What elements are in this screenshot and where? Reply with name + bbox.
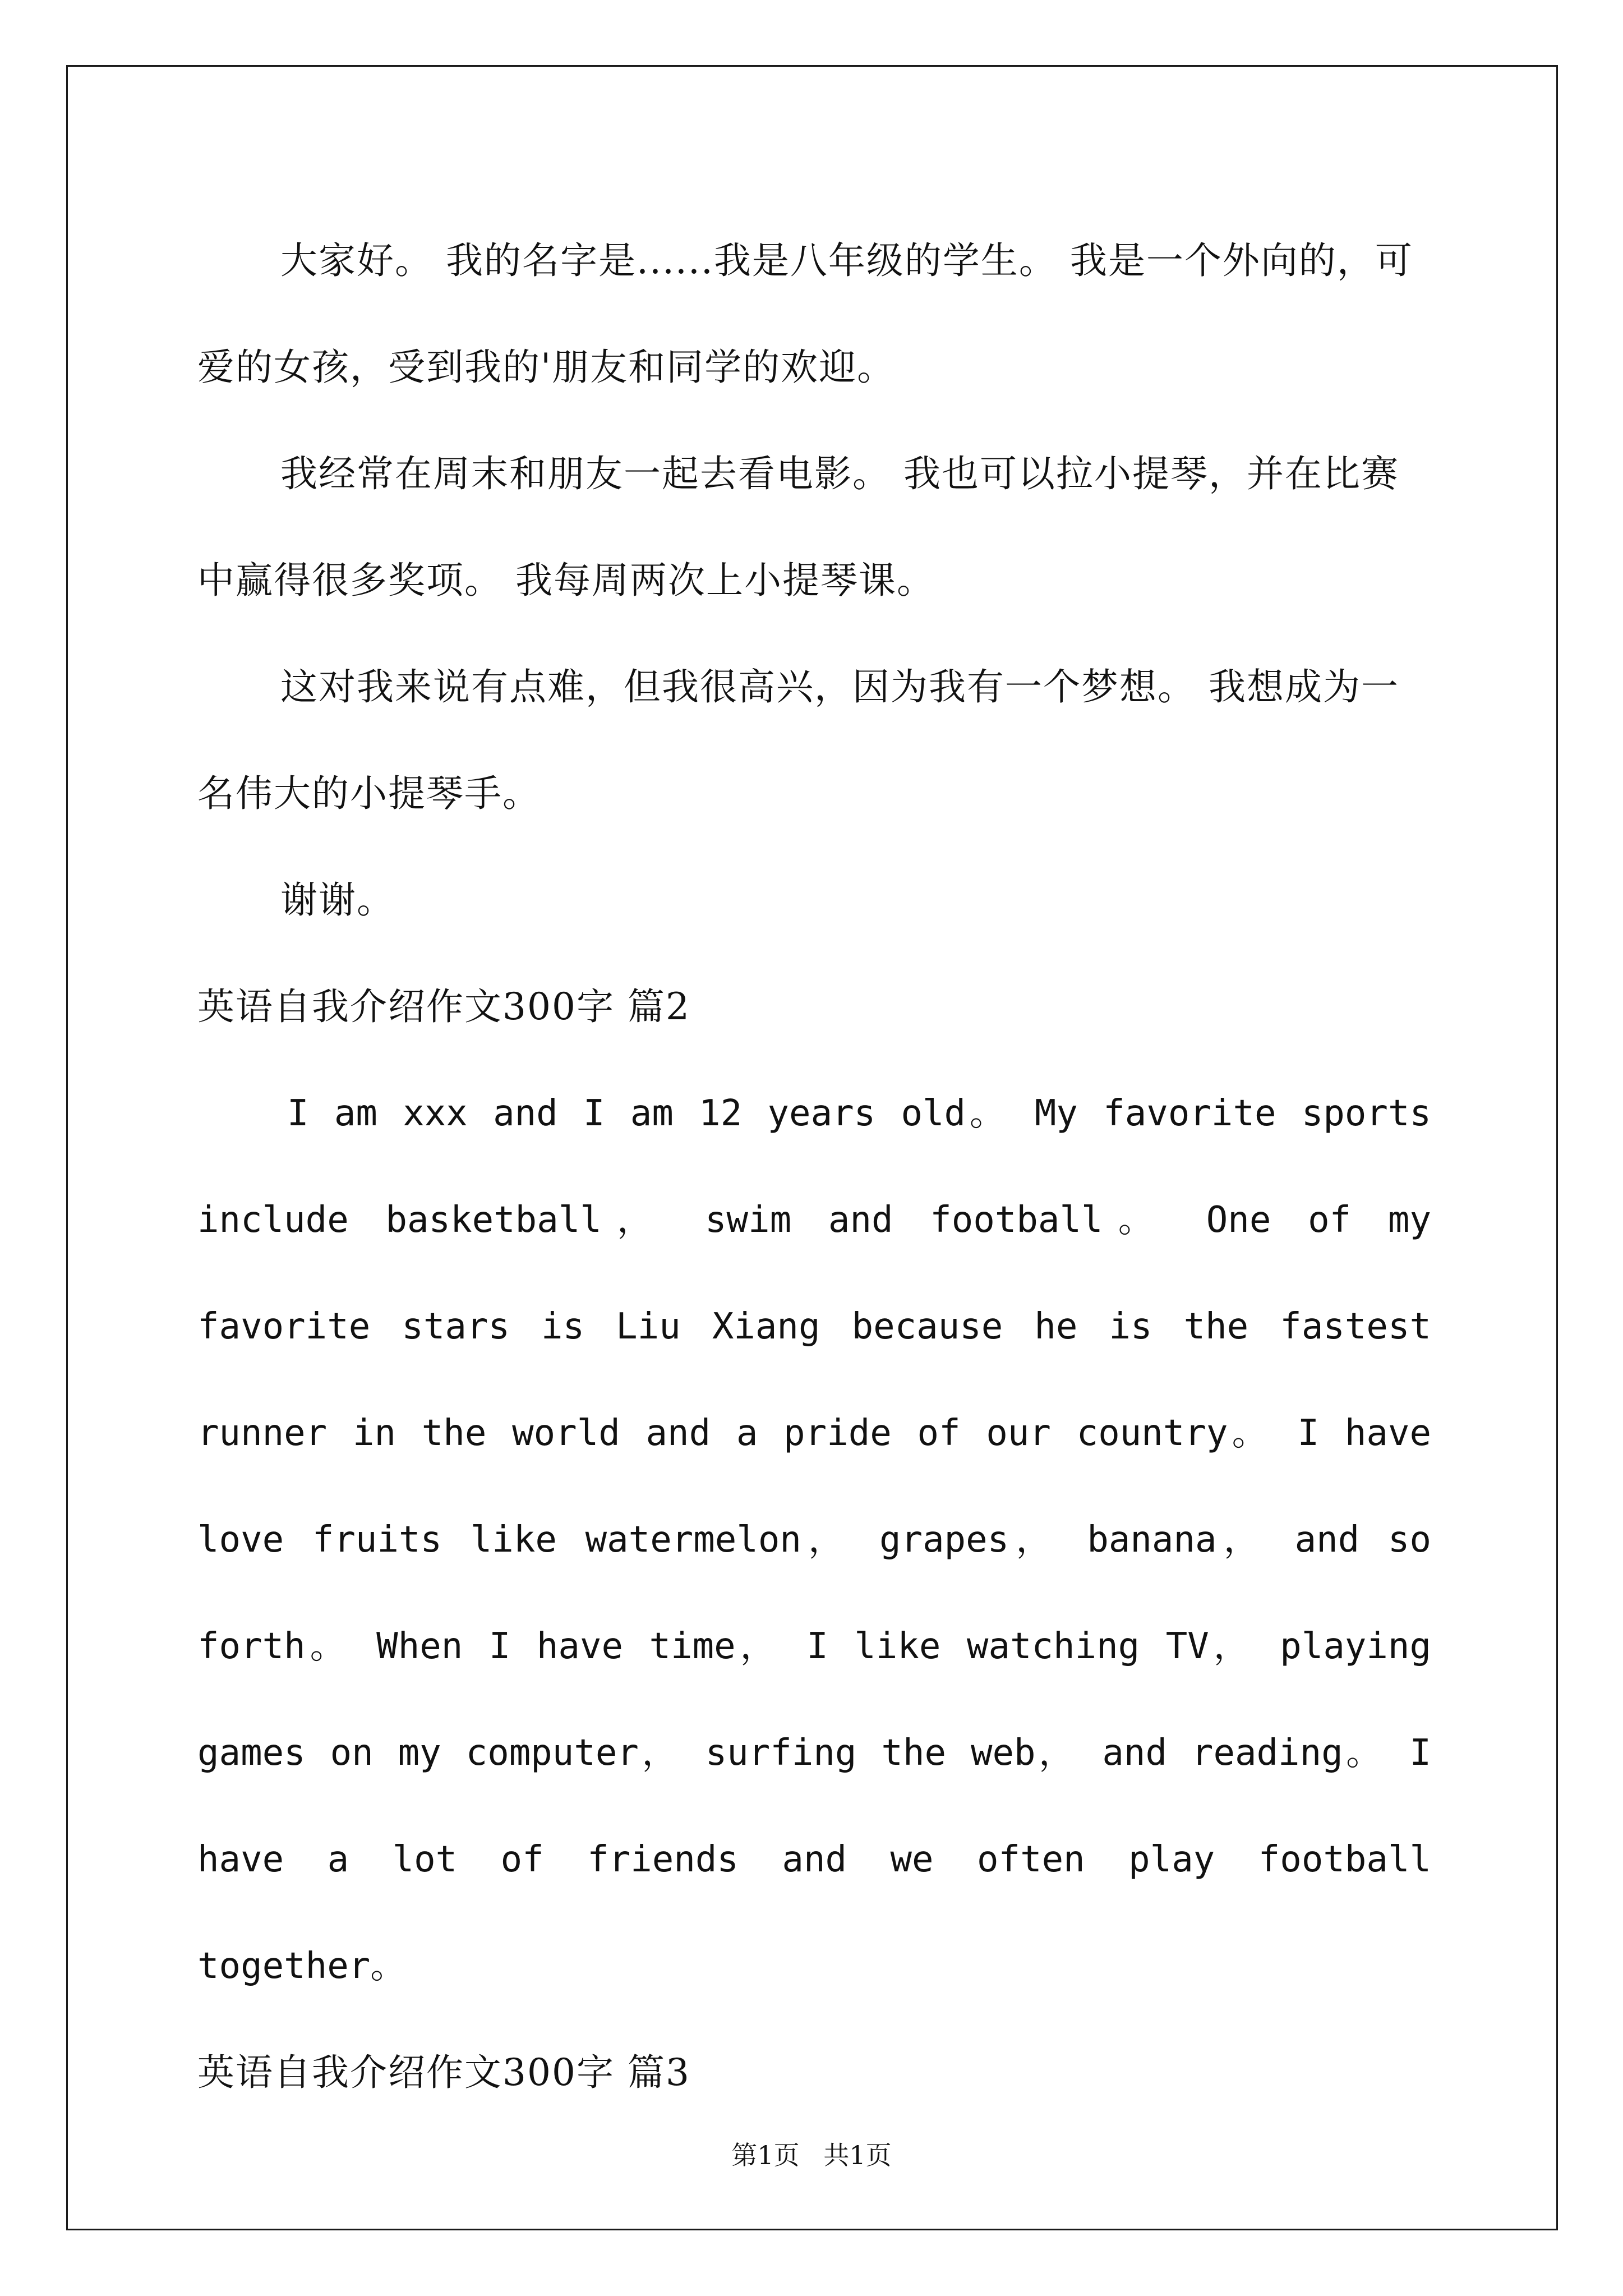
- page-total: 共1页: [823, 2140, 892, 2170]
- document-body: [197, 208, 1431, 2126]
- paragraph-hobbies: 我经常在周末和朋友一起去看电影。 我也可以拉小提琴，并在比赛中赢得很多奖项。 我每周两次上小提琴课。: [197, 452, 1399, 602]
- paragraph-dream: 这对我来说有点难，但我很高兴，因为我有一个梦想。 我想成为一名伟大的小提琴手。: [197, 665, 1399, 815]
- section-heading-3: 英语自我介绍作文300字 篇3: [197, 2051, 690, 2094]
- english-paragraph: I am xxx and I am 12 years old。 My favorite sports include basketball， swim and football。 One of my favorite stars is Liu Xiang because he is the fastest runner in the world and a pride of our country。 I have love fruits like watermelon， grapes， banana， and so forth。 When I have time， I like watching TV， playing games on my computer， surfing the web， and reading。 I have a lot of friends and we often play football together。: [197, 1093, 1431, 1987]
- paragraph-thanks: 谢谢。: [280, 878, 395, 922]
- page-footer: [0, 2135, 1623, 2172]
- section-heading-2: 英语自我介绍作文300字 篇2: [197, 985, 690, 1028]
- paragraph-greeting: 大家好。 我的名字是......我是八年级的学生。 我是一个外向的，可爱的女孩，受到我的'朋友和同学的欢迎。: [197, 239, 1413, 389]
- page-number: 第1页: [731, 2140, 800, 2170]
